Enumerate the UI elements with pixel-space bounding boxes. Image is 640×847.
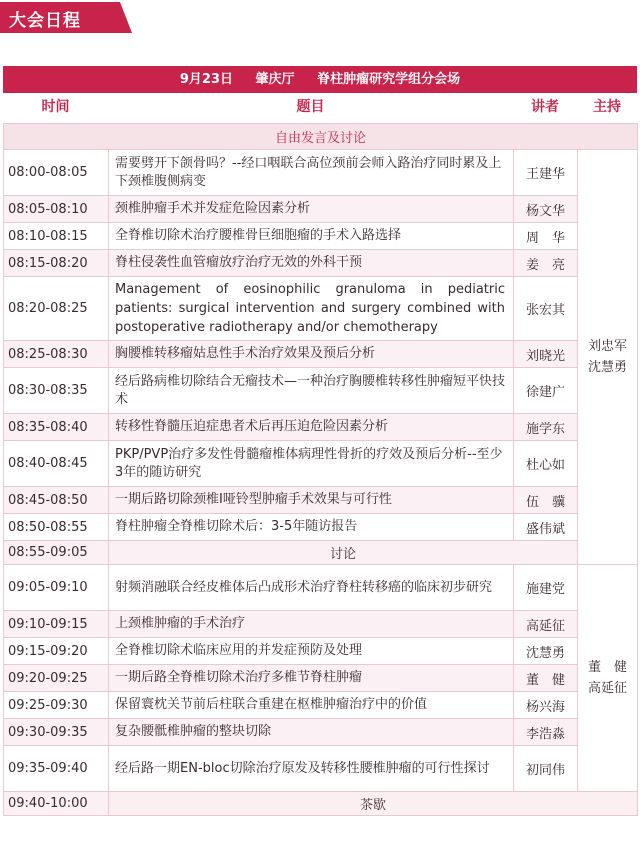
- table-row: [4, 277, 638, 341]
- session-room: 肇庆厅: [255, 72, 295, 87]
- time-cell: 09:15-09:20: [4, 638, 109, 665]
- time-cell: 09:30-09:35: [4, 719, 109, 746]
- host-cell: [578, 150, 638, 565]
- speaker-cell: 王建华: [514, 150, 578, 196]
- host-name: 董 健: [588, 660, 628, 675]
- speaker-cell: 刘晓光: [514, 341, 578, 368]
- speaker-cell: 初同伟: [514, 746, 578, 792]
- table-row: [4, 368, 638, 414]
- speaker-cell: 张宏其: [514, 277, 578, 341]
- time-cell: 09:10-09:15: [4, 611, 109, 638]
- time-cell: 08:20-08:25: [4, 277, 109, 341]
- topic-cell: 全脊椎切除术治疗腰椎骨巨细胞瘤的手术入路选择: [109, 223, 514, 250]
- section-title: 大会日程: [9, 11, 81, 31]
- host-name: 高延征: [588, 681, 628, 696]
- topic-cell: 经后路一期EN-bloc切除治疗原发及转移性腰椎肿瘤的可行性探讨: [109, 746, 514, 792]
- session-date: 9月23日: [179, 72, 234, 87]
- discussion-label: 讨论: [109, 541, 578, 565]
- table-row: [4, 514, 638, 541]
- table-row: [4, 196, 638, 223]
- column-header-time: 时间: [41, 99, 70, 115]
- topic-cell: 射频消融联合经皮椎体后凸成形术治疗脊柱转移癌的临床初步研究: [109, 565, 514, 611]
- section-banner: [0, 2, 132, 33]
- time-cell: 08:15-08:20: [4, 250, 109, 277]
- topic-cell: 复杂腰骶椎肿瘤的整块切除: [109, 719, 514, 746]
- topic-cell: 一期后路切除颈椎Ⅰ哑铃型肿瘤手术效果与可行性: [109, 487, 514, 514]
- time-cell: 08:00-08:05: [4, 150, 109, 196]
- session-name: 脊柱肿瘤研究学组分会场: [317, 72, 461, 87]
- speaker-cell: 沈慧勇: [514, 638, 578, 665]
- table-row: [4, 565, 638, 611]
- schedule-table: [3, 123, 638, 816]
- time-cell: 08:40-08:45: [4, 441, 109, 487]
- table-row: [4, 746, 638, 792]
- topic-cell: 转移性脊髓压迫症患者术后再压迫危险因素分析: [109, 414, 514, 441]
- speaker-cell: 施学东: [514, 414, 578, 441]
- speaker-cell: 杨文华: [514, 196, 578, 223]
- table-row: [4, 487, 638, 514]
- column-header-topic: 题目: [296, 99, 325, 115]
- host-name: 沈慧勇: [588, 360, 628, 375]
- time-cell: 09:40-10:00: [4, 792, 109, 816]
- column-header-host: 主持: [593, 99, 621, 115]
- topic-cell: Management of eosinophilic granuloma in pediatric patients: surgical intervention and surgery combined with postoperative radiotherapy and/or chemotherapy: [109, 277, 514, 341]
- time-cell: 08:35-08:40: [4, 414, 109, 441]
- subsection-heading: 自由发言及讨论: [4, 124, 638, 150]
- time-cell: 08:45-08:50: [4, 487, 109, 514]
- topic-cell: 脊柱侵袭性血管瘤放疗治疗无效的外科干预: [109, 250, 514, 277]
- table-row: [4, 341, 638, 368]
- speaker-cell: 高延征: [514, 611, 578, 638]
- speaker-cell: 姜 亮: [514, 250, 578, 277]
- time-cell: 08:50-08:55: [4, 514, 109, 541]
- host-cell: [578, 565, 638, 792]
- topic-cell: 脊柱肿瘤全脊椎切除术后：3-5年随访报告: [109, 514, 514, 541]
- topic-cell: 一期后路全脊椎切除术治疗多椎节脊柱肿瘤: [109, 665, 514, 692]
- table-row: [4, 223, 638, 250]
- topic-cell: 胸腰椎转移瘤姑息性手术治疗效果及预后分析: [109, 341, 514, 368]
- table-row: [4, 638, 638, 665]
- time-cell: 08:25-08:30: [4, 341, 109, 368]
- table-row: [4, 692, 638, 719]
- topic-cell: 全脊椎切除术临床应用的并发症预防及处理: [109, 638, 514, 665]
- time-cell: 08:30-08:35: [4, 368, 109, 414]
- table-row: [4, 414, 638, 441]
- table-row: [4, 665, 638, 692]
- table-row: [4, 611, 638, 638]
- discussion-row: [4, 541, 638, 565]
- time-cell: 08:55-09:05: [4, 541, 109, 565]
- topic-cell: 经后路病椎切除结合无瘤技术—一种治疗胸腰椎转移性肿瘤短平快技术: [109, 368, 514, 414]
- speaker-cell: 伍 骥: [514, 487, 578, 514]
- column-header-speaker: 讲者: [531, 99, 559, 115]
- host-name: 刘忠军: [588, 339, 628, 354]
- table-row: [4, 250, 638, 277]
- subsection-row: [4, 124, 638, 150]
- table-row: [4, 441, 638, 487]
- time-cell: 08:05-08:10: [4, 196, 109, 223]
- speaker-cell: 徐建广: [514, 368, 578, 414]
- topic-cell: PKP/PVP治疗多发性骨髓瘤椎体病理性骨折的疗效及预后分析--至少3年的随访研究: [109, 441, 514, 487]
- speaker-cell: 杨兴海: [514, 692, 578, 719]
- time-cell: 08:10-08:15: [4, 223, 109, 250]
- table-row: [4, 719, 638, 746]
- speaker-cell: 盛伟斌: [514, 514, 578, 541]
- table-row: [4, 150, 638, 196]
- speaker-cell: 董 健: [514, 665, 578, 692]
- speaker-cell: 李浩淼: [514, 719, 578, 746]
- speaker-cell: 施建党: [514, 565, 578, 611]
- time-cell: 09:20-09:25: [4, 665, 109, 692]
- topic-cell: 需要劈开下颌骨吗？--经口咽联合高位颈前会师入路治疗同时累及上下颈椎腹侧病变: [109, 150, 514, 196]
- speaker-cell: 杜心如: [514, 441, 578, 487]
- time-cell: 09:25-09:30: [4, 692, 109, 719]
- topic-cell: 保留寰枕关节前后柱联合重建在枢椎肿瘤治疗中的价值: [109, 692, 514, 719]
- break-label: 茶歇: [109, 792, 638, 816]
- topic-cell: 上颈椎肿瘤的手术治疗: [109, 611, 514, 638]
- topic-cell: 颈椎肿瘤手术并发症危险因素分析: [109, 196, 514, 223]
- break-row: [4, 792, 638, 816]
- speaker-cell: 周 华: [514, 223, 578, 250]
- time-cell: 09:35-09:40: [4, 746, 109, 792]
- session-header: [3, 66, 637, 93]
- time-cell: 09:05-09:10: [4, 565, 109, 611]
